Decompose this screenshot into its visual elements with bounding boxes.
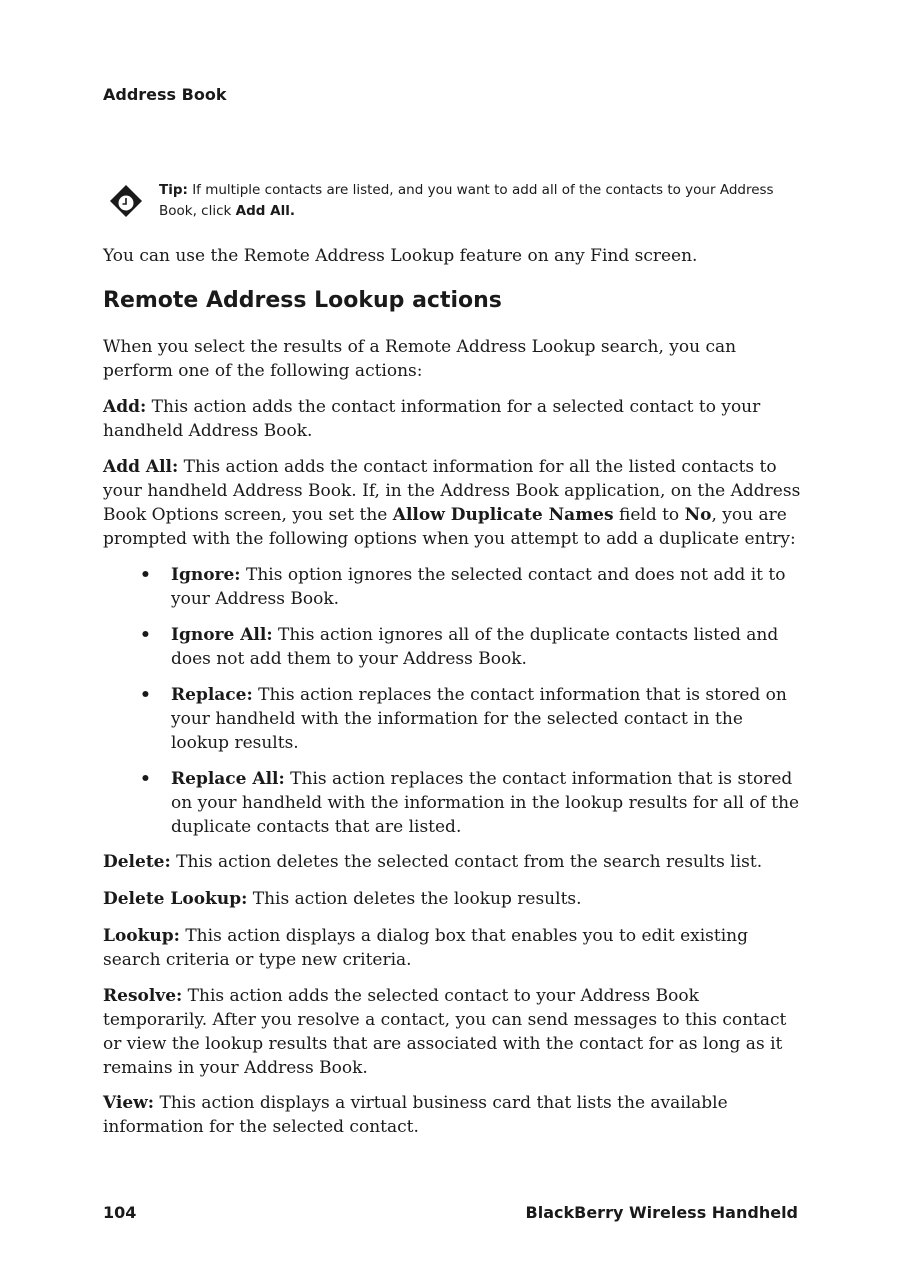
action-add-all — [103, 455, 803, 551]
option-term: Ignore: — [171, 565, 241, 585]
running-head: Address Book — [103, 85, 227, 104]
page-number: 104 — [103, 1203, 137, 1222]
action-resolve-text: This action adds the selected contact to your Address Book temporarily. After you resolve a contact, you can send messages to this contact or view the lookup results that are associated with the contact for as long as it remains in your Address Book. — [103, 986, 787, 1078]
tip-note — [159, 180, 809, 222]
action-resolve-term: Resolve: — [103, 986, 183, 1006]
bullet-icon: • — [140, 769, 151, 789]
bullet-icon: • — [140, 565, 151, 585]
option-text: This option ignores the selected contact and does not add it to your Address Book. — [171, 565, 786, 609]
action-lookup-text: This action displays a dialog box that enables you to edit existing search criteria or type new criteria. — [103, 926, 748, 970]
option-term: Replace All: — [171, 769, 285, 789]
tip-label: Tip: — [159, 182, 188, 198]
tip-text-after: . — [289, 203, 295, 219]
action-add-all-text-1: This action adds the contact information for all the listed contacts to your handheld Address Book. If, in the Address Book application, on the Address Book Options screen, you set the — [103, 457, 801, 525]
intro-paragraph: You can use the Remote Address Lookup feature on any Find screen. — [103, 246, 698, 266]
bullet-icon: • — [140, 685, 151, 705]
action-delete — [103, 850, 803, 874]
action-add-all-term: Add All: — [103, 457, 179, 477]
footer-book-title: BlackBerry Wireless Handheld — [525, 1203, 798, 1222]
action-add-all-text-3: , you are prompted with the following options when you attempt to add a duplicate entry: — [103, 505, 796, 549]
tip-text-before: If multiple contacts are listed, and you want to add all of the contacts to your Address Book, click — [159, 182, 774, 219]
action-delete-lookup — [103, 887, 803, 911]
action-add-term: Add: — [103, 397, 147, 417]
list-item — [103, 767, 803, 839]
action-lookup-term: Lookup: — [103, 926, 180, 946]
list-item — [103, 623, 803, 671]
action-add-text: This action adds the contact information for a selected contact to your handheld Address Book. — [103, 397, 761, 441]
tip-icon — [108, 183, 144, 219]
field-value-no: No — [684, 505, 712, 525]
option-term: Replace: — [171, 685, 253, 705]
action-delete-lookup-term: Delete Lookup: — [103, 889, 248, 909]
option-term: Ignore All: — [171, 625, 273, 645]
action-view-term: View: — [103, 1093, 155, 1113]
bullet-icon: • — [140, 625, 151, 645]
allow-duplicate-names-field: Allow Duplicate Names — [392, 505, 614, 525]
action-delete-lookup-text: This action deletes the lookup results. — [247, 889, 582, 909]
action-delete-text: This action deletes the selected contact from the search results list. — [170, 852, 763, 872]
section-intro: When you select the results of a Remote Address Lookup search, you can perform one of the following actions: — [103, 337, 737, 381]
section-heading: Remote Address Lookup actions — [103, 288, 502, 313]
option-text: This action replaces the contact information that is stored on your handheld with the information for the selected contact in the lookup results. — [171, 685, 787, 753]
option-text: This action replaces the contact information that is stored on your handheld with the information in the lookup results for all of the duplicate contacts that are listed. — [171, 769, 800, 837]
action-view — [103, 1091, 803, 1139]
duplicate-options-list — [103, 563, 803, 851]
tip-add-all: Add All — [235, 203, 290, 219]
option-text: This action ignores all of the duplicate contacts listed and does not add them to your Address Book. — [171, 625, 779, 669]
action-add — [103, 395, 803, 443]
action-resolve — [103, 984, 803, 1080]
action-view-text: This action displays a virtual business card that lists the available information for the selected contact. — [103, 1093, 728, 1137]
action-delete-term: Delete: — [103, 852, 171, 872]
list-item — [103, 563, 803, 611]
action-add-all-text-2: field to — [613, 505, 685, 525]
list-item — [103, 683, 803, 755]
action-lookup — [103, 924, 803, 972]
